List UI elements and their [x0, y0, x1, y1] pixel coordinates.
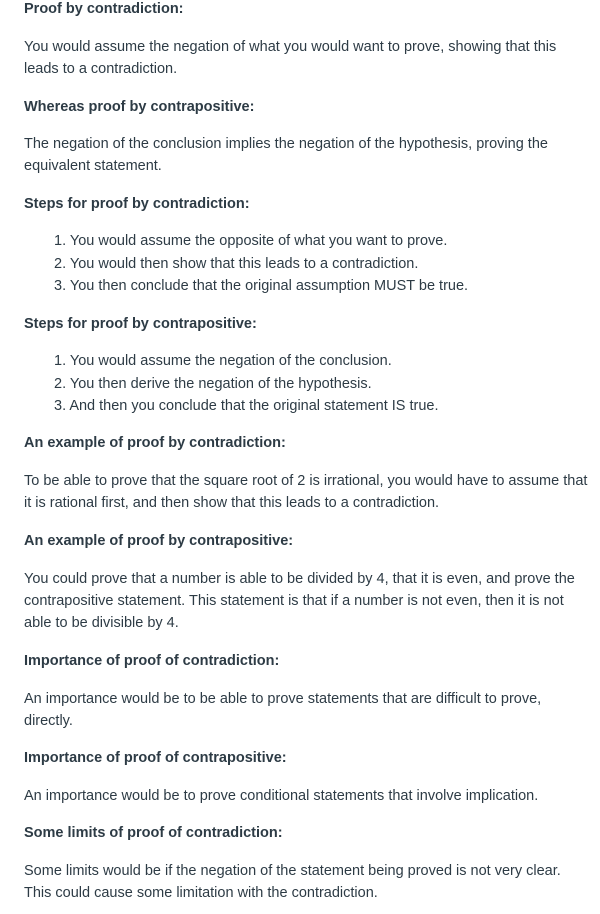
section-proof-by-contrapositive	[24, 96, 588, 118]
section-paragraph: You would assume the negation of what you would want to prove, showing that this leads to a contradiction.	[24, 39, 557, 77]
section-paragraph: An importance would be to be able to prove statements that are difficult to prove, directly.	[24, 691, 542, 729]
section-paragraph: An importance would be to prove conditional statements that involve implication.	[24, 788, 539, 804]
section-heading: Whereas proof by contrapositive:	[24, 99, 255, 115]
section-paragraph-block	[24, 133, 588, 177]
list-item: 3. You then conclude that the original assumption MUST be true.	[54, 278, 469, 294]
section-example-contradiction	[24, 432, 588, 454]
section-paragraph: To be able to prove that the square root of 2 is irrational, you would have to assume that it is rational first, and then show that this leads to a contradiction.	[24, 473, 588, 511]
section-heading: Steps for proof by contrapositive:	[24, 316, 257, 332]
section-paragraph-block	[24, 860, 588, 904]
list-item: 3. And then you conclude that the original statement IS true.	[54, 398, 439, 414]
list-item: 2. You would then show that this leads to a contradiction.	[54, 255, 419, 272]
steps-list-block	[24, 230, 588, 298]
section-importance-contradiction	[24, 650, 588, 672]
section-paragraph: The negation of the conclusion implies the negation of the hypothesis, proving the equivalent statement.	[24, 136, 548, 174]
list-item: 2. You then derive the negation of the hypothesis.	[54, 375, 372, 392]
steps-list	[24, 350, 588, 418]
section-steps-contrapositive	[24, 313, 588, 335]
section-example-contrapositive	[24, 530, 588, 552]
section-heading: Some limits of proof of contradiction:	[24, 825, 283, 841]
section-heading: Proof by contradiction:	[24, 1, 184, 17]
section-steps-contradiction	[24, 193, 588, 215]
section-paragraph-block	[24, 470, 588, 514]
section-heading: An example of proof by contrapositive:	[24, 533, 294, 549]
section-paragraph-block	[24, 785, 588, 807]
list-item: 1. You would assume the opposite of what you want to prove.	[54, 233, 448, 249]
section-proof-by-contradiction	[24, 0, 588, 20]
section-heading: Steps for proof by contradiction:	[24, 196, 250, 212]
section-paragraph-block	[24, 36, 588, 80]
section-paragraph-block	[24, 568, 588, 634]
section-paragraph: Some limits would be if the negation of the statement being proved is not very clear. This could cause some limitation with the contradiction.	[24, 863, 561, 901]
steps-list	[24, 230, 588, 298]
section-limits-contradiction	[24, 822, 588, 844]
section-paragraph-block	[24, 688, 588, 732]
section-heading: Importance of proof of contradiction:	[24, 653, 280, 669]
section-paragraph: You could prove that a number is able to be divided by 4, that it is even, and prove the contrapositive statement. This statement is that if a number is not even, then it is not able to be divisible by 4.	[24, 571, 575, 631]
list-item: 1. You would assume the negation of the conclusion.	[54, 353, 392, 369]
section-heading: An example of proof by contradiction:	[24, 435, 286, 451]
section-heading: Importance of proof of contrapositive:	[24, 750, 287, 766]
steps-list-block	[24, 350, 588, 418]
section-importance-contrapositive	[24, 747, 588, 769]
